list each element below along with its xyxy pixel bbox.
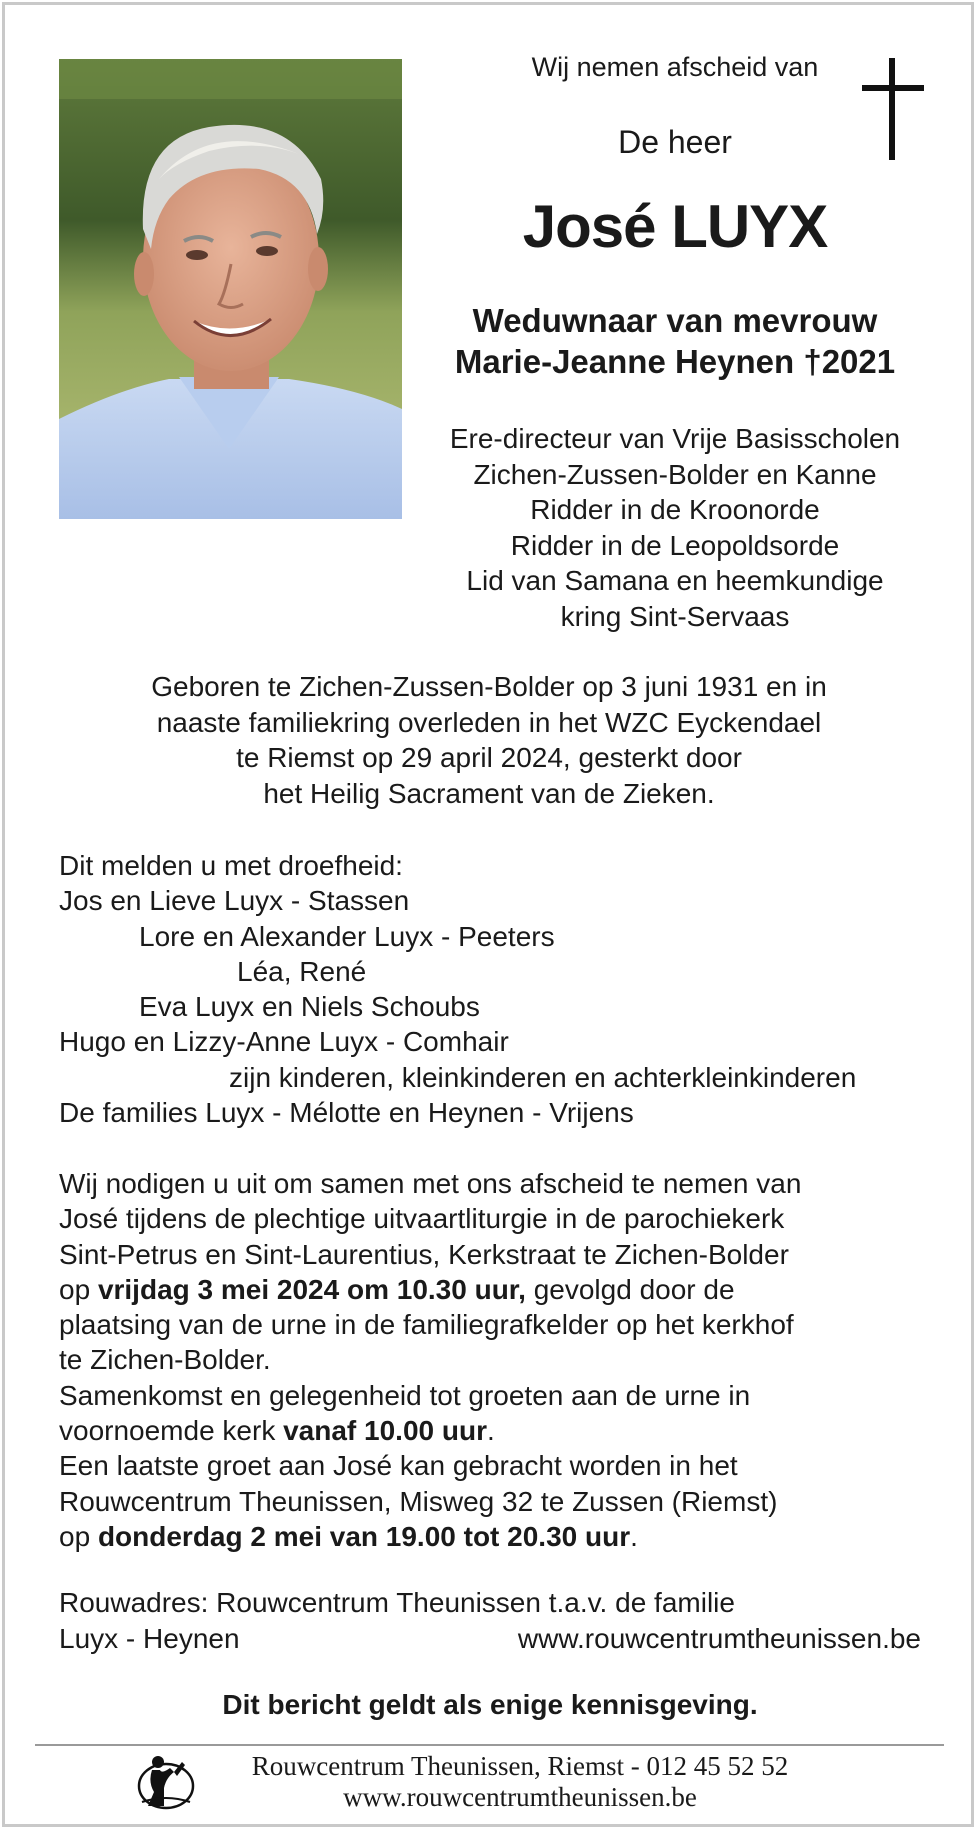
- invite-line: plaatsing van de urne in de familiegrafkelder op het kerkhof: [59, 1309, 794, 1341]
- role-line: Lid van Samana en heemkundige: [466, 565, 884, 596]
- widow-line: Weduwnaar van mevrouw: [472, 302, 878, 339]
- honorific: De heer: [618, 124, 732, 160]
- visitation-time: donderdag 2 mei van 19.00 tot 20.30 uur: [97, 1520, 631, 1552]
- address-line: Rouwadres: Rouwcentrum Theunissen t.a.v. de familie: [59, 1587, 735, 1618]
- deceased-name: José LUYX: [522, 193, 828, 260]
- mourning-address: [59, 1585, 921, 1657]
- family-great-grandchildren: Léa, René: [237, 955, 367, 987]
- gathering-time: vanaf 10.00 uur: [283, 1415, 487, 1447]
- funeral-invitation: [59, 1166, 801, 1554]
- notice-text: Dit bericht geldt als enige kennisgeving.: [222, 1689, 758, 1720]
- invite-line: Wij nodigen u uit om samen met ons afscheid te nemen van: [59, 1168, 802, 1199]
- born-line: Geboren te Zichen-Zussen-Bolder op 3 juni 1931 en in: [151, 671, 827, 702]
- text: voornoemde kerk: [59, 1415, 284, 1447]
- widower-of: [420, 300, 930, 382]
- born-line: te Riemst op 29 april 2024, gesterkt door: [236, 742, 742, 773]
- birth-death-paragraph: [59, 669, 919, 811]
- invite-line: [59, 1413, 801, 1448]
- family-intro: Dit melden u met droefheid:: [59, 850, 403, 881]
- website-link[interactable]: www.rouwcentrumtheunissen.be: [517, 1623, 921, 1654]
- role-line: Ridder in de Kroonorde: [530, 494, 820, 525]
- funeral-date: vrijdag 3 mei 2024 om 10.30 uur,: [97, 1273, 526, 1305]
- born-line: het Heilig Sacrament van de Zieken.: [263, 777, 715, 809]
- family-child: Hugo en Lizzy-Anne Luyx - Comhair: [59, 1026, 509, 1058]
- text: op: [59, 1520, 98, 1552]
- footer-website-link[interactable]: www.rouwcentrumtheunissen.be: [343, 1782, 697, 1812]
- family-relatives: De families Luyx - Mélotte en Heynen - Vrijens: [59, 1097, 634, 1129]
- text: .: [486, 1415, 495, 1447]
- invite-line: Rouwcentrum Theunissen, Misweg 32 te Zussen (Riemst): [59, 1485, 778, 1517]
- role-line: kring Sint-Servaas: [560, 600, 790, 632]
- address-family: Luyx - Heynen: [59, 1623, 240, 1654]
- role-line: Ridder in de Leopoldsorde: [510, 529, 840, 561]
- text: gevolgd door de: [525, 1273, 735, 1305]
- footer-divider: [35, 1744, 944, 1746]
- family-list: [59, 848, 856, 1130]
- family-summary: zijn kinderen, kleinkinderen en achterkleinkinderen: [229, 1061, 857, 1093]
- family-grandchild: Eva Luyx en Niels Schoubs: [139, 991, 480, 1023]
- invite-line: Een laatste groet aan José kan gebracht worden in het: [59, 1450, 738, 1482]
- footer-contact: [180, 1751, 860, 1813]
- portrait-photo: [59, 59, 402, 519]
- role-line: Ere-directeur van Vrije Basisscholen: [449, 423, 901, 454]
- roles-list: [420, 421, 930, 634]
- invite-line: Sint-Petrus en Sint-Laurentius, Kerkstraat te Zichen-Bolder: [59, 1238, 789, 1270]
- footer-line: Rouwcentrum Theunissen, Riemst - 012 45 52 52: [251, 1751, 789, 1781]
- invite-line: José tijdens de plechtige uitvaartliturgie in de parochiekerk: [59, 1203, 785, 1235]
- intro-text: Wij nemen afscheid van: [531, 52, 819, 82]
- invite-line: [59, 1272, 801, 1307]
- family-grandchild: Lore en Alexander Luyx - Peeters: [139, 920, 555, 952]
- text: op: [59, 1273, 98, 1305]
- invite-line: [59, 1519, 801, 1554]
- role-line: Zichen-Zussen-Bolder en Kanne: [473, 458, 877, 490]
- family-child: Jos en Lieve Luyx - Stassen: [59, 885, 410, 917]
- invite-line: te Zichen-Bolder.: [59, 1344, 271, 1376]
- address-row: [59, 1621, 921, 1657]
- invite-line: Samenkomst en gelegenheid tot groeten aan de urne in: [59, 1379, 751, 1411]
- born-line: naaste familiekring overleden in het WZC Eyckendael: [156, 706, 822, 738]
- text: .: [630, 1520, 638, 1552]
- widow-line: Marie-Jeanne Heynen †2021: [454, 343, 896, 380]
